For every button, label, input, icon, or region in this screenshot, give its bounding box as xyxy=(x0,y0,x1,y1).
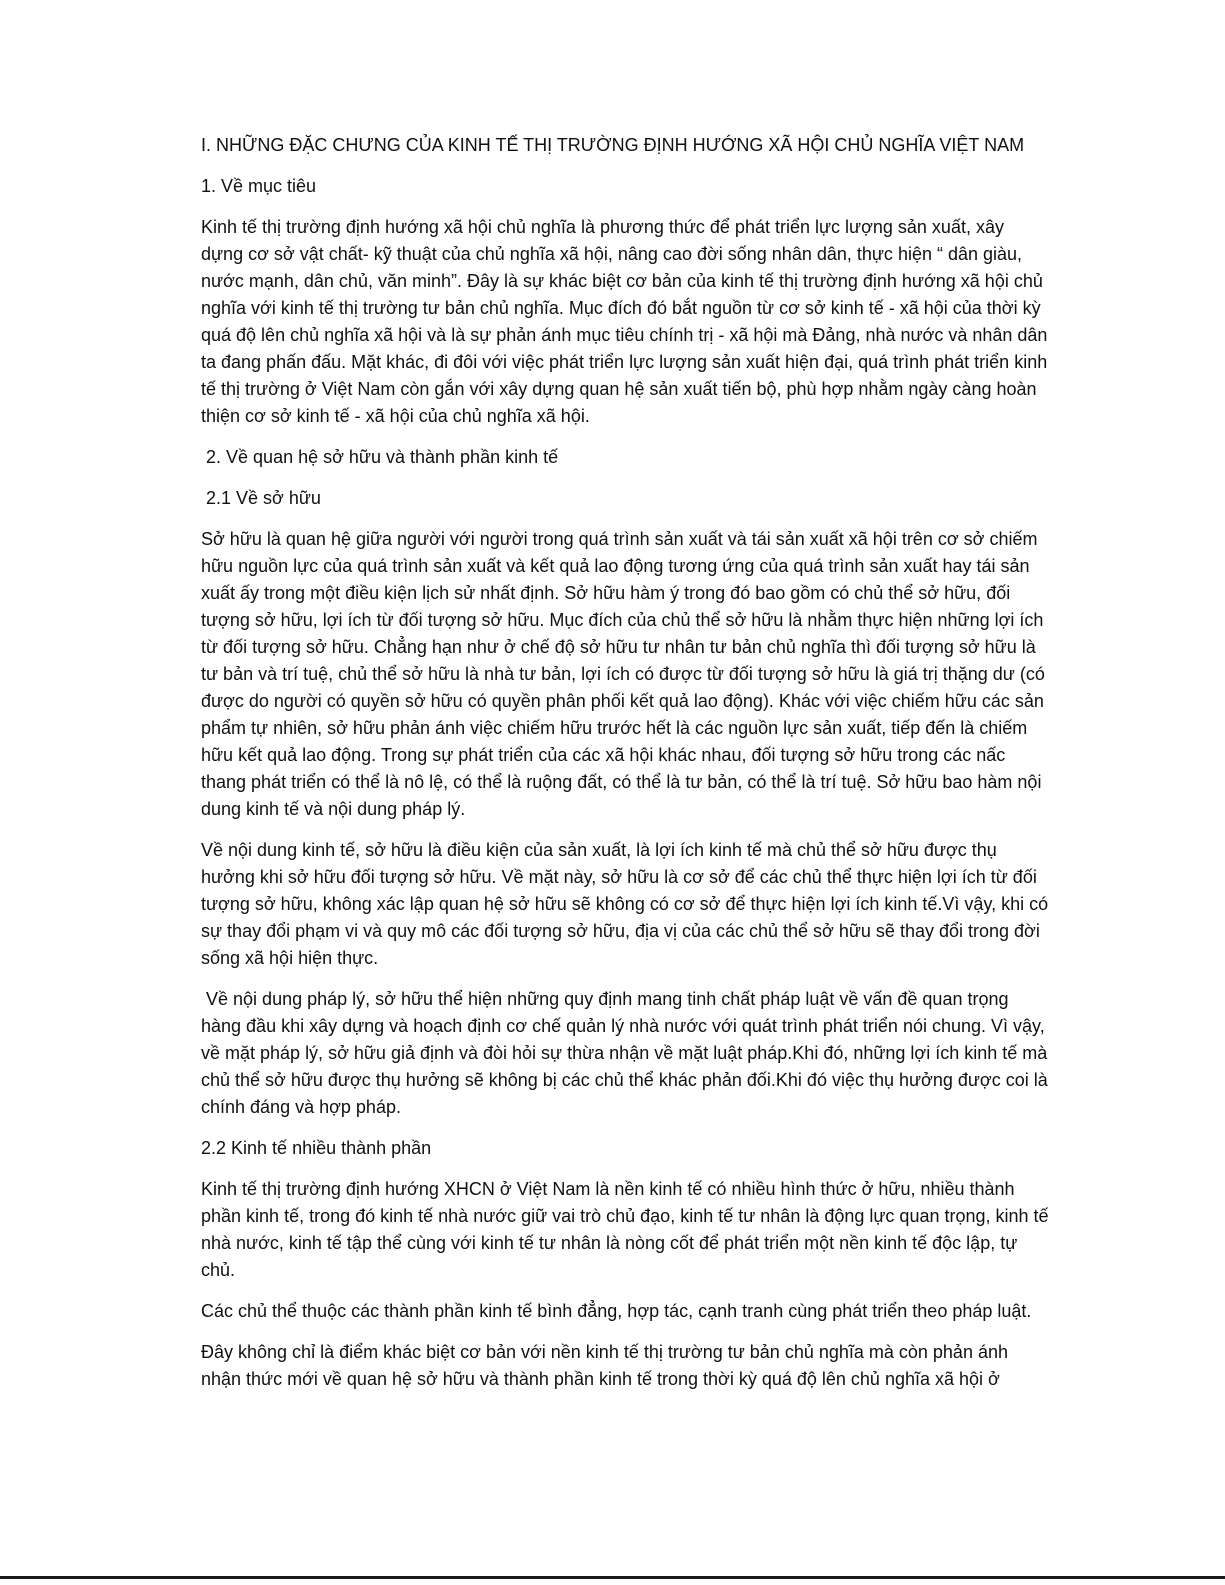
section-2-1-paragraph-2: Về nội dung kinh tế, sở hữu là điều kiện của sản xuất, là lợi ích kinh tế mà chủ thể sở hữu được thụ hưởng khi sở hữu đối tượng sở hữu. Về mặt này, sở hữu là cơ sở để các chủ thể thực hiện lợi ích từ đối tượng sở hữu, không xác lập quan hệ sở hữu sẽ không có cơ sở để thực hiện lợi ích kinh tế.Vì vậy, khi có sự thay đổi phạm vi và quy mô các đối tượng sở hữu, địa vị của các chủ thể sở hữu sẽ thay đổi trong đời sống xã hội hiện thực. xyxy=(201,840,1049,968)
document-title: I. NHỮNG ĐẶC CHƯNG CỦA KINH TẾ THỊ TRƯỜNG ĐỊNH HƯỚNG XÃ HỘI CHỦ NGHĨA VIỆT NAM xyxy=(201,135,1025,155)
section-2-2-paragraph-1: Kinh tế thị trường định hướng XHCN ở Việt Nam là nền kinh tế có nhiều hình thức ở hữu, nhiều thành phần kinh tế, trong đó kinh tế nhà nước giữ vai trò chủ đạo, kinh tế tư nhân là động lực quan trọng, kinh tế nhà nước, kinh tế tập thể cùng với kinh tế tư nhân là nòng cốt để phát triển một nền kinh tế độc lập, tự chủ. xyxy=(201,1179,1049,1280)
section-2-1-paragraph-1: Sở hữu là quan hệ giữa người với người trong quá trình sản xuất và tái sản xuất xã hội trên cơ sở chiếm hữu nguồn lực của quá trình sản xuất và kết quả lao động tương ứng của quá trình sản xuất hay tái sản xuất ấy trong một điều kiện lịch sử nhất định. Sở hữu hàm ý trong đó bao gồm có chủ thể sở hữu, đối tượng sở hữu, lợi ích từ đối tượng sở hữu. Mục đích của chủ thể sở hữu là nhằm thực hiện những lợi ích từ đối tượng sở hữu. Chẳng hạn như ở chế độ sở hữu tư nhân tư bản chủ nghĩa thì đối tượng sở hữu là tư bản và trí tuệ, chủ thể sở hữu là nhà tư bản, lợi ích có được từ đối tượng sở hữu là giá trị thặng dư (có được do người có quyền sở hữu có quyền phân phối kết quả lao động). Khác với việc chiếm hữu các sản phẩm tự nhiên, sở hữu phản ánh việc chiếm hữu trước hết là các nguồn lực sản xuất, tiếp đến là chiếm hữu kết quả lao động. Trong sự phát triển của các xã hội khác nhau, đối tượng sở hữu trong các nấc thang phát triển có thể là nô lệ, có thể là ruộng đất, có thể là tư bản, có thể là trí tuệ. Sở hữu bao hàm nội dung kinh tế và nội dung pháp lý. xyxy=(201,529,1045,819)
section-2-2-paragraph-3: Đây không chỉ là điểm khác biệt cơ bản với nền kinh tế thị trường tư bản chủ nghĩa mà còn phản ánh nhận thức mới về quan hệ sở hữu và thành phần kinh tế trong thời kỳ quá độ lên chủ nghĩa xã hội ở xyxy=(201,1342,1008,1389)
page-bottom-divider xyxy=(0,1576,1225,1579)
section-2-heading: 2. Về quan hệ sở hữu và thành phần kinh tế xyxy=(201,447,559,467)
section-2-1-paragraph-3: Về nội dung pháp lý, sở hữu thể hiện những quy định mang tinh chất pháp luật về vấn đề quan trọng hàng đầu khi xây dựng và hoạch định cơ chế quản lý nhà nước với quát trình phát triển nói chung. Vì vậy, về mặt pháp lý, sở hữu giả định và đòi hỏi sự thừa nhận về mặt luật pháp.Khi đó, những lợi ích kinh tế mà chủ thể sở hữu được thụ hưởng sẽ không bị các chủ thể khác phản đối.Khi đó việc thụ hưởng được coi là chính đáng và hợp pháp. xyxy=(201,989,1053,1117)
section-1-heading: 1. Về mục tiêu xyxy=(201,176,317,196)
section-2-2-paragraph-2: Các chủ thể thuộc các thành phần kinh tế bình đẳng, hợp tác, cạnh tranh cùng phát triển theo pháp luật. xyxy=(201,1301,1032,1321)
section-2-2-heading: 2.2 Kinh tế nhiều thành phần xyxy=(201,1138,432,1158)
section-1-paragraph-1: Kinh tế thị trường định hướng xã hội chủ nghĩa là phương thức để phát triển lực lượng sản xuất, xây dựng cơ sở vật chất- kỹ thuật của chủ nghĩa xã hội, nâng cao đời sống nhân dân, thực hiện “ dân giàu, nước mạnh, dân chủ, văn minh”. Đây là sự khác biệt cơ bản của kinh tế thị trường định hướng xã hội chủ nghĩa với kinh tế thị trường tư bản chủ nghĩa. Mục đích đó bắt nguồn từ cơ sở kinh tế - xã hội của thời kỳ quá độ lên chủ nghĩa xã hội và là sự phản ánh mục tiêu chính trị - xã hội mà Đảng, nhà nước và nhân dân ta đang phấn đấu. Mặt khác, đi đôi với việc phát triển lực lượng sản xuất hiện đại, quá trình phát triển kinh tế thị trường ở Việt Nam còn gắn với xây dựng quan hệ sản xuất tiến bộ, phù hợp nhằm ngày càng hoàn thiện cơ sở kinh tế - xã hội của chủ nghĩa xã hội. xyxy=(201,217,1048,426)
document-page xyxy=(201,132,1051,1407)
section-2-1-heading: 2.1 Về sở hữu xyxy=(201,488,321,508)
